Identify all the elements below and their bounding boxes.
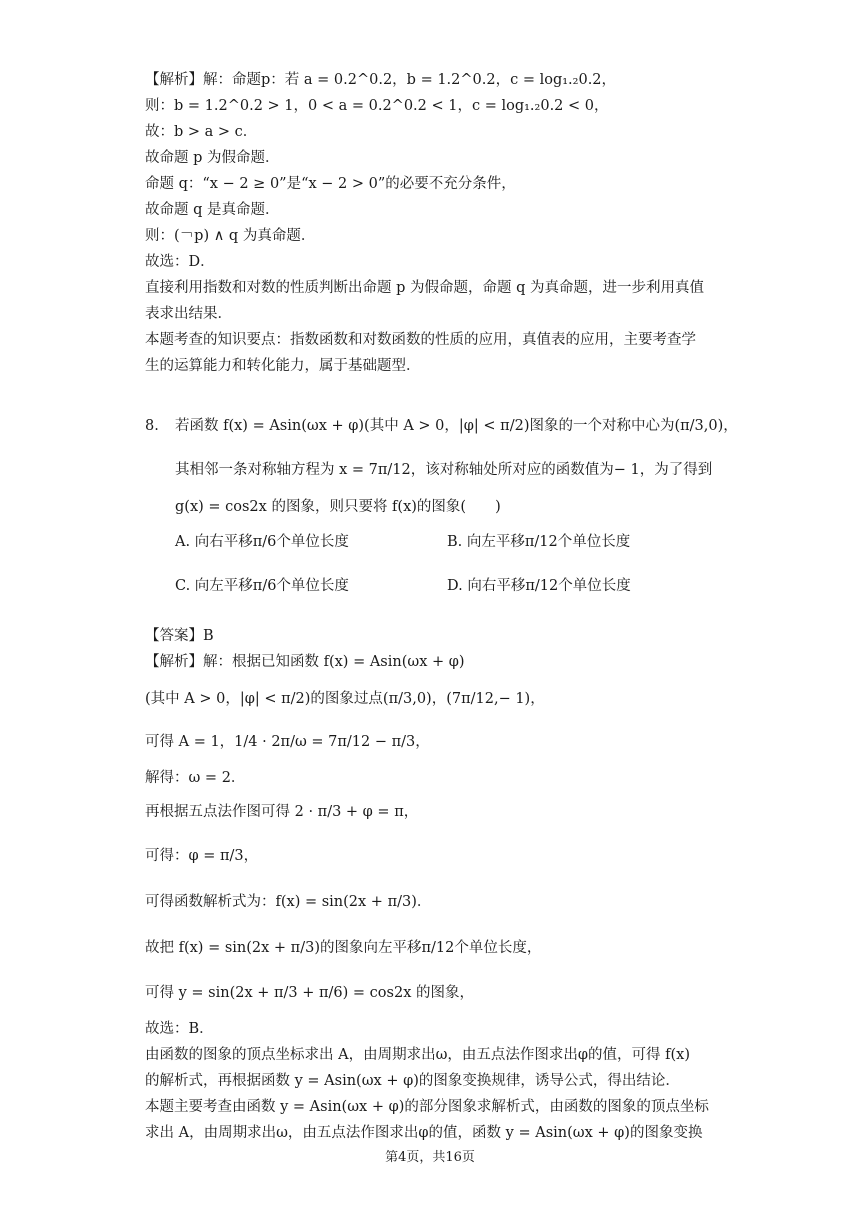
analysis-line: 【解析】解：根据已知函数 f(x) = Asin(ωx + φ): [145, 654, 465, 670]
analysis-line: 故把 f(x) = sin(2x + π/3)的图象向左平移π/12个单位长度，: [145, 940, 542, 956]
analysis-line: 命题 q：“x − 2 ≥ 0”是“x − 2 > 0”的必要不充分条件，: [145, 176, 516, 192]
analysis-line: 可得函数解析式为：f(x) = sin(2x + π/3)．: [145, 894, 432, 910]
analysis-line: 解得：ω = 2．: [145, 770, 246, 786]
question-number: 8.: [145, 418, 159, 434]
option-a: A. 向右平移π/6个单位长度: [175, 534, 349, 550]
analysis-line: 则：(￢p) ∧ q 为真命题．: [145, 228, 316, 244]
question-stem-line: 其相邻一条对称轴方程为 x = 7π/12，该对称轴处所对应的函数值为− 1，为了得到: [175, 462, 713, 478]
analysis-line: 本题主要考查由函数 y = Asin(ωx + φ)的部分图象求解析式，由函数的图象的顶点坐标: [145, 1099, 709, 1115]
option-d: D. 向右平移π/12个单位长度: [447, 578, 631, 594]
analysis-line: 故选：D．: [145, 254, 215, 270]
answer-line: 【答案】B: [145, 628, 214, 644]
analysis-line: 本题考查的知识要点：指数函数和对数函数的性质的应用，真值表的应用，主要考查学: [145, 332, 696, 348]
analysis-line: 可得 y = sin(2x + π/3 + π/6) = cos2x 的图象，: [145, 985, 474, 1001]
analysis-line: 再根据五点法作图可得 2 · π/3 + φ = π，: [145, 804, 419, 820]
analysis-line: 故命题 q 是真命题．: [145, 202, 280, 218]
page-footer: 第4页，共16页: [385, 1150, 475, 1165]
question-stem-line: g(x) = cos2x 的图象，则只要将 f(x)的图象( ): [175, 499, 501, 515]
analysis-line: 则：b = 1.2^0.2 > 1，0 < a = 0.2^0.2 < 1，c = log₁.₂0.2 < 0，: [145, 98, 609, 114]
analysis-line: 表求出结果．: [145, 306, 232, 322]
analysis-line: 的解析式，再根据函数 y = Asin(ωx + φ)的图象变换规律，诱导公式，得出结论．: [145, 1073, 680, 1089]
analysis-line: (其中 A > 0，|φ| < π/2)的图象过点(π/3,0)，(7π/12,− 1)，: [145, 691, 545, 707]
analysis-line: 故命题 p 为假命题．: [145, 150, 280, 166]
option-c: C. 向左平移π/6个单位长度: [175, 578, 349, 594]
analysis-line: 可得：φ = π/3，: [145, 848, 259, 864]
analysis-line: 可得 A = 1，1/4 · 2π/ω = 7π/12 − π/3，: [145, 734, 430, 750]
analysis-line: 故选：B．: [145, 1021, 214, 1037]
question-stem-line: 若函数 f(x) = Asin(ωx + φ)(其中 A > 0，|φ| < π/2)图象的一个对称中心为(π/3,0)，: [175, 418, 738, 434]
analysis-line: 由函数的图象的顶点坐标求出 A，由周期求出ω，由五点法作图求出φ的值，可得 f(x): [145, 1047, 691, 1063]
analysis-line: 求出 A，由周期求出ω，由五点法作图求出φ的值，函数 y = Asin(ωx + φ)的图象变换: [145, 1125, 703, 1141]
analysis-line: 直接利用指数和对数的性质判断出命题 p 为假命题，命题 q 为真命题，进一步利用真值: [145, 280, 704, 296]
analysis-line: 故：b > a > c．: [145, 124, 258, 140]
analysis-line: 【解析】解：命题p：若 a = 0.2^0.2，b = 1.2^0.2，c = log₁.₂0.2，: [145, 72, 617, 88]
option-b: B. 向左平移π/12个单位长度: [447, 534, 631, 550]
analysis-line: 生的运算能力和转化能力，属于基础题型．: [145, 358, 421, 374]
